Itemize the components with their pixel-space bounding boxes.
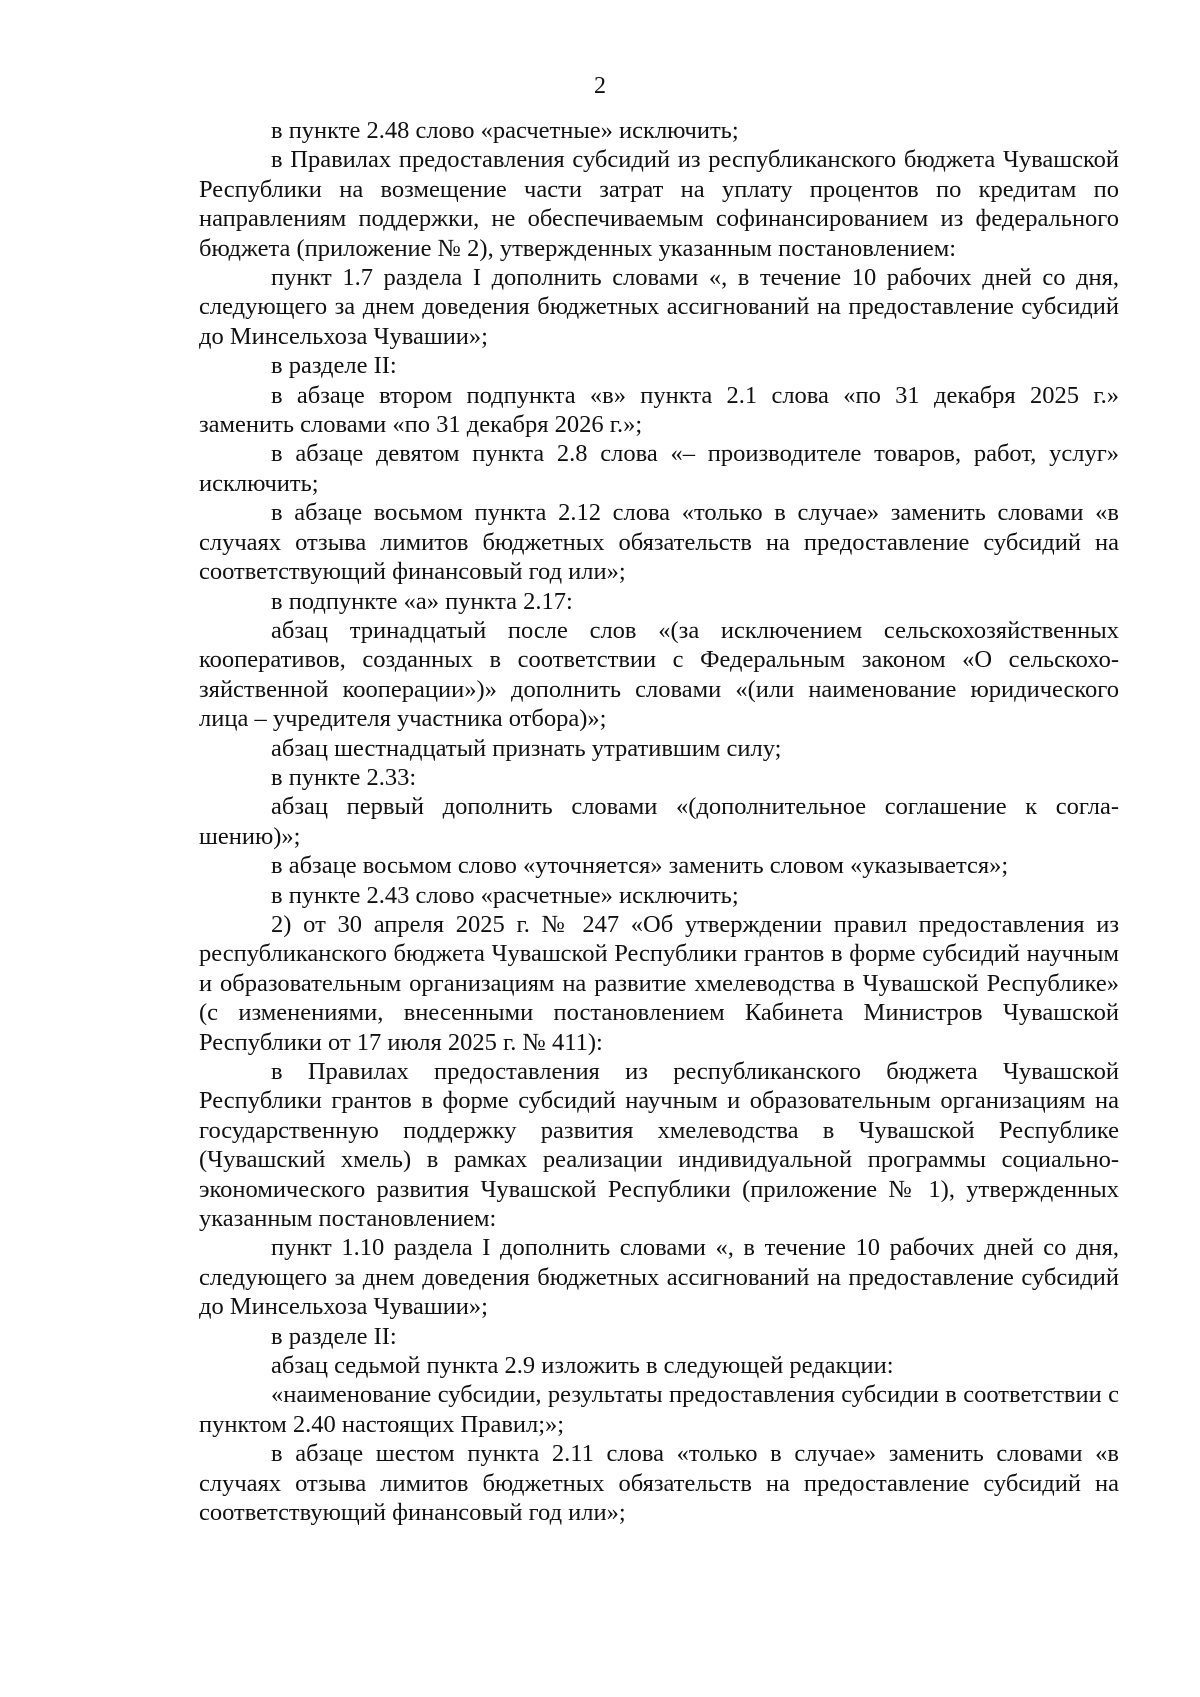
paragraph: абзац тринадцатый после слов «(за исключением сельскохозяйственных кооперативов, созданных в соответствии с Федеральным законом «О сельскохозяйственной кооперации»)» дополнить словами «(или наименование юридического лица – учредителя участника отбора)»;: [199, 616, 1119, 733]
paragraph: в абзаце шестом пункта 2.11 слова «только в случае» заменить словами «в случаях отзыва лимитов бюджетных обязательств на предоставление субсидий на соответствующий финансовый год или»;: [199, 1440, 1119, 1527]
paragraph: «наименование субсидии, результаты предоставления субсидии в соответствии с пунктом 2.40 настоящих Правил;»;: [199, 1381, 1119, 1438]
paragraph: в пункте 2.33:: [271, 763, 417, 791]
paragraph: в абзаце восьмом пункта 2.12 слова «только в случае» заменить словами «в случаях отзыва лимитов бюджетных обязательств на предоставление субсидий на соответствующий финансовый год или»;: [199, 499, 1119, 586]
paragraph: в разделе II:: [271, 352, 397, 380]
paragraph: в Правилах предоставления субсидий из республиканского бюджета Чувашской Республики на возмещение части затрат на уплату процентов по кредитам по направлениям поддержки, не обеспечиваемым софинансированием из федерального бюджета (приложение № 2), утвержденных указанным постановлением:: [199, 146, 1119, 262]
paragraph: абзац седьмой пункта 2.9 изложить в следующей редакции:: [271, 1352, 894, 1380]
paragraph: пункт 1.10 раздела I дополнить словами «, в течение 10 рабочих дней со дня, следующего за днем доведения бюджетных ассигнований на предоставление субсидий до Минсельхоза Чувашии»;: [199, 1234, 1119, 1321]
paragraph: в Правилах предоставления из республиканского бюджета Чувашской Республики грантов в форме субсидий научным и образовательным организациям на государственную поддержку развития хмелеводства в Чувашской Республике (Чувашский хмель) в рамках реализации индивидуальной программы социально-экономического развития Чувашской Республики (приложение № 1), утвержденных указанным постановлением:: [199, 1058, 1119, 1233]
paragraph: абзац шестнадцатый признать утратившим силу;: [271, 734, 782, 762]
page-number: 2: [594, 73, 606, 99]
paragraph: 2) от 30 апреля 2025 г. № 247 «Об утверждении правил предоставления из республиканского бюджета Чувашской Республики грантов в форме субсидий научным и образовательным организациям на развитие хмелеводства в Чувашской Республике» (с изменениями, внесенными постановлением Кабинета Министров Чувашской Республики от 17 июля 2025 г. № 411):: [199, 910, 1119, 1056]
paragraph: в пункте 2.48 слово «расчетные» исключить;: [271, 117, 739, 144]
paragraph: в пункте 2.43 слово «расчетные» исключить;: [271, 881, 739, 909]
paragraph: в абзаце восьмом слово «уточняется» заменить словом «указывается»;: [271, 852, 1009, 880]
paragraph: абзац первый дополнить словами «(дополнительное соглашение к соглашению)»;: [199, 793, 1119, 850]
paragraph: в разделе II:: [271, 1322, 397, 1350]
paragraph: пункт 1.7 раздела I дополнить словами «, в течение 10 рабочих дней со дня, следующего за днем доведения бюджетных ассигнований на предоставление субсидий до Минсельхоза Чувашии»;: [199, 264, 1119, 350]
document-body: [199, 116, 1119, 1528]
paragraph: в абзаце втором подпункта «в» пункта 2.1 слова «по 31 декабря 2025 г.» заменить словами «по 31 декабря 2026 г.»;: [199, 381, 1119, 439]
paragraph: в абзаце девятом пункта 2.8 слова «– производителе товаров, работ, услуг» исключить;: [199, 440, 1119, 497]
paragraph: в подпункте «а» пункта 2.17:: [271, 587, 573, 615]
